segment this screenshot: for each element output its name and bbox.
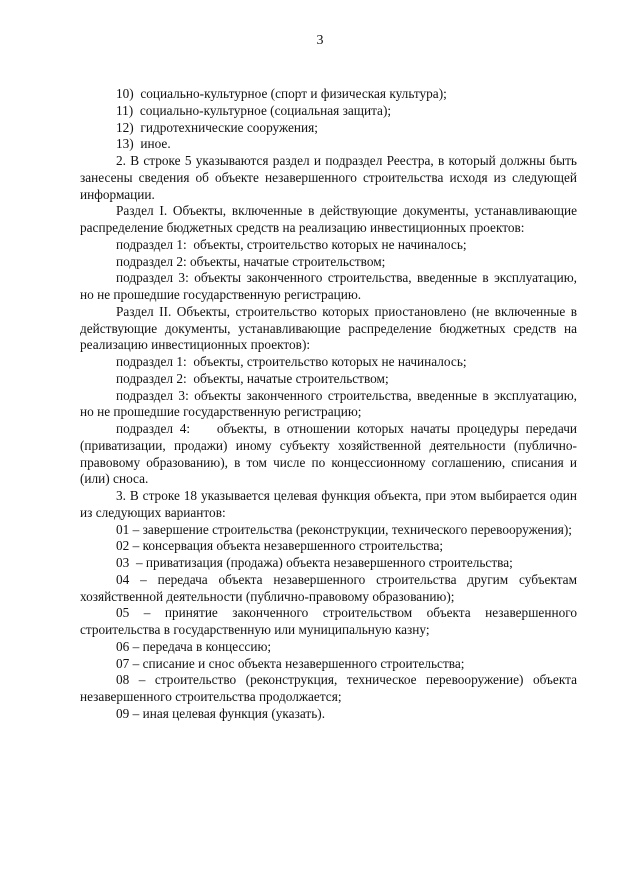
paragraph-item-3: 3. В строке 18 указывается целевая функция объекта, при этом выбирается один из следующих вариантов: [80, 488, 577, 520]
section-1-subsection-1: подраздел 1: объекты, строительство которых не начиналось; [116, 236, 467, 252]
list-item-13: 13) иное. [116, 136, 171, 152]
section-2-subsection-4: подраздел 4: объекты, в отношении которых начаты процедуры передачи (приватизации, продажи) иному субъекту хозяйственной деятельности (публично-правовому образованию), в том числе по концессионному соглашению, списания и (или) сноса. [80, 421, 577, 487]
section-2-subsection-2: подраздел 2: объекты, начатые строительством; [116, 370, 389, 386]
target-function-08: 08 – строительство (реконструкция, техническое перевооружение) объекта незавершенного строительства продолжается; [80, 672, 577, 704]
section-2-subsection-1: подраздел 1: объекты, строительство которых не начиналось; [116, 354, 467, 369]
target-function-09: 09 – иная целевая функция (указать). [116, 705, 326, 721]
target-function-02: 02 – консервация объекта незавершенного строительства; [116, 538, 444, 554]
list-item-12: 12) гидротехнические сооружения; [116, 119, 318, 135]
section-1-subsection-2: подраздел 2: объекты, начатые строительством; [116, 253, 386, 269]
section-1-subsection-3: подраздел 3: объекты законченного строительства, введенные в эксплуатацию, но не прошедшие государственную регистрацию. [80, 270, 577, 302]
target-function-05: 05 – принятие законченного строительством объекта незавершенного строительства в государственную или муниципальную казну; [80, 605, 577, 637]
section-1-heading: Раздел I. Объекты, включенные в действующие документы, устанавливающие распределение бюджетных средств на реализацию инвестиционных проектов: [80, 203, 577, 235]
target-function-04: 04 – передача объекта незавершенного строительства другим субъектам хозяйственной деятельности (публично-правовому образованию); [80, 571, 577, 604]
target-function-07: 07 – списание и снос объекта незавершенного строительства; [116, 655, 465, 671]
document-body [80, 86, 577, 723]
target-function-03: 03 – приватизация (продажа) объекта незавершенного строительства; [116, 555, 513, 570]
section-2-subsection-3: подраздел 3: объекты законченного строительства, введенные в эксплуатацию, но не прошедшие государственную регистрацию; [80, 387, 577, 420]
list-item-10: 10) социально-культурное (спорт и физическая культура); [116, 86, 447, 101]
page-number: 3 [316, 33, 324, 48]
paragraph-item-2: 2. В строке 5 указываются раздел и подраздел Реестра, в который должны быть занесены сведения об объекте незавершенного строительства исходя из следующей информации. [80, 153, 577, 202]
list-item-11: 11) социально-культурное (социальная защита); [116, 102, 392, 118]
target-function-06: 06 – передача в концессию; [116, 638, 272, 654]
target-function-01: 01 – завершение строительства (реконструкции, технического перевооружения); [116, 521, 572, 537]
section-2-heading: Раздел II. Объекты, строительство которых приостановлено (не включенные в действующие документы, устанавливающие распределение бюджетных средств на реализацию инвестиционных проектов): [80, 303, 577, 353]
